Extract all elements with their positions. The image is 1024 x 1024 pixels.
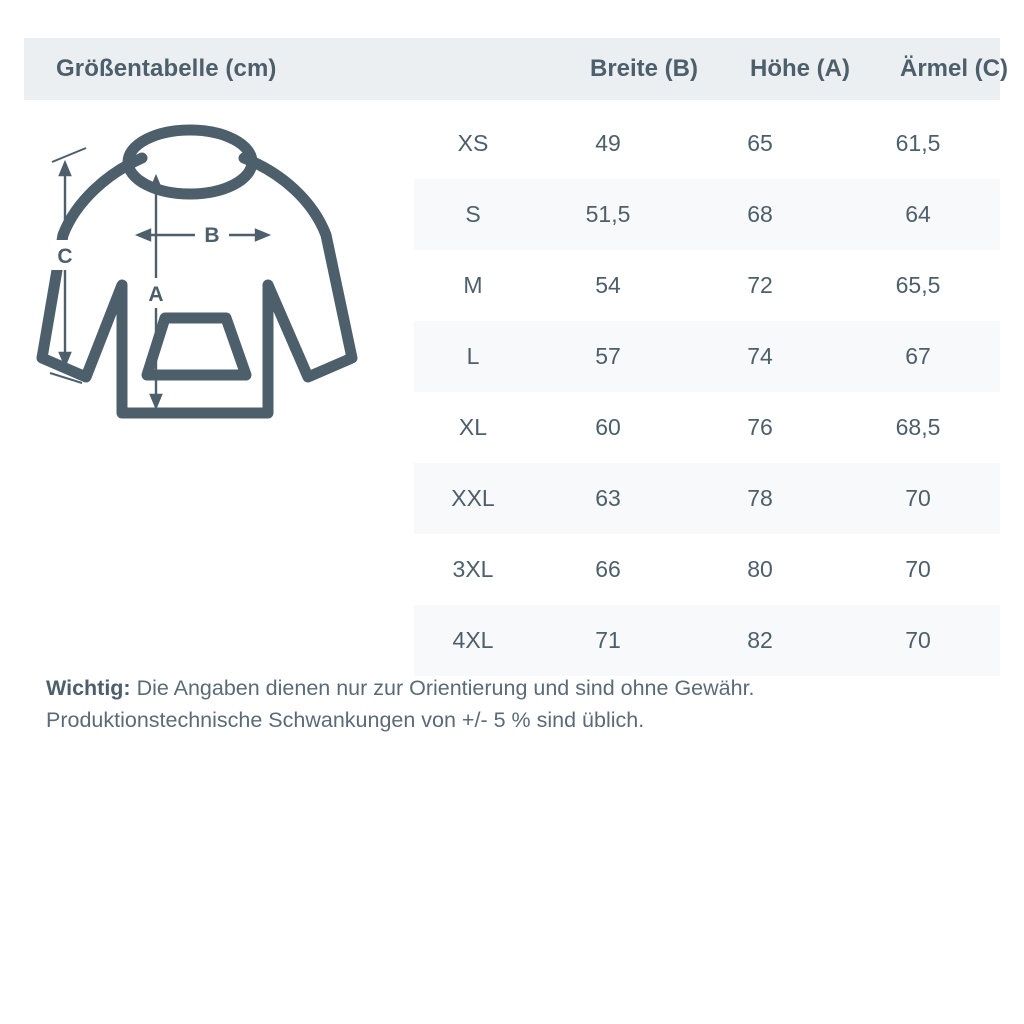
cell-height: 68: [747, 201, 773, 227]
cell-size: L: [466, 343, 480, 369]
disclaimer-line-2: Produktionstechnische Schwankungen von +/- 5 % sind üblich.: [46, 708, 645, 732]
cell-width: 66: [595, 556, 621, 582]
cell-sleeve: 68,5: [895, 414, 941, 440]
cell-height: 78: [747, 485, 773, 511]
cell-height: 82: [747, 627, 773, 653]
table-header: [24, 38, 1008, 100]
cell-size: XL: [458, 414, 488, 440]
cell-height: 72: [747, 272, 773, 298]
cell-size: XXL: [451, 485, 495, 511]
arrow-c-head-top: [60, 163, 70, 175]
header-col-width: Breite (B): [589, 55, 698, 82]
table-row: [414, 534, 1000, 605]
disclaimer: [46, 672, 996, 736]
table-row: [414, 250, 1000, 321]
cell-height: 65: [747, 130, 773, 156]
header-col-height: Höhe (A): [750, 55, 850, 82]
disclaimer-text-1: Die Angaben dienen nur zur Orientierung und sind ohne Gewähr.: [130, 676, 755, 700]
cell-size: S: [465, 201, 481, 227]
cell-width: 60: [595, 414, 621, 440]
cell-height: 80: [747, 556, 773, 582]
pocket-outline: [147, 318, 246, 375]
cell-sleeve: 61,5: [895, 130, 941, 156]
cell-height: 74: [747, 343, 773, 369]
cell-width: 54: [595, 272, 621, 298]
hoodie-diagram: [30, 115, 420, 465]
page-title: Größentabelle (cm): [56, 55, 277, 82]
label-b: B: [204, 224, 220, 247]
cell-width: 71: [595, 627, 621, 653]
table-row: [414, 392, 1000, 463]
disclaimer-label: Wichtig:: [46, 676, 131, 700]
table-row: [414, 179, 1000, 250]
arrow-b-head-right: [256, 230, 268, 240]
cell-sleeve: 67: [905, 343, 931, 369]
arrow-a-head-bottom: [151, 395, 161, 407]
table-row: [414, 463, 1000, 534]
cell-width: 57: [595, 343, 621, 369]
cell-sleeve: 70: [905, 485, 931, 511]
cell-width: 63: [595, 485, 621, 511]
header-col-sleeve: Ärmel (C): [899, 55, 1008, 82]
cell-sleeve: 70: [905, 556, 931, 582]
size-table: [414, 108, 1000, 676]
table-row: [414, 108, 1000, 179]
cell-width: 51,5: [585, 201, 631, 227]
hood-outline: [128, 130, 252, 194]
cell-width: 49: [595, 130, 621, 156]
cell-size: XS: [457, 130, 489, 156]
cell-sleeve: 65,5: [895, 272, 941, 298]
cell-sleeve: 64: [905, 201, 931, 227]
cell-height: 76: [747, 414, 773, 440]
cell-size: 4XL: [452, 627, 494, 653]
table-row: [414, 321, 1000, 392]
cell-sleeve: 70: [905, 627, 931, 653]
arrow-b-head-left: [138, 230, 150, 240]
disclaimer-line-1: [46, 672, 996, 704]
arrow-c-tick-top: [52, 148, 86, 162]
cell-size: M: [463, 272, 483, 298]
arrow-a-head-top: [151, 177, 161, 189]
table-row: [414, 605, 1000, 676]
cell-size: 3XL: [452, 556, 494, 582]
label-c: C: [57, 245, 73, 268]
label-a: A: [148, 283, 164, 306]
